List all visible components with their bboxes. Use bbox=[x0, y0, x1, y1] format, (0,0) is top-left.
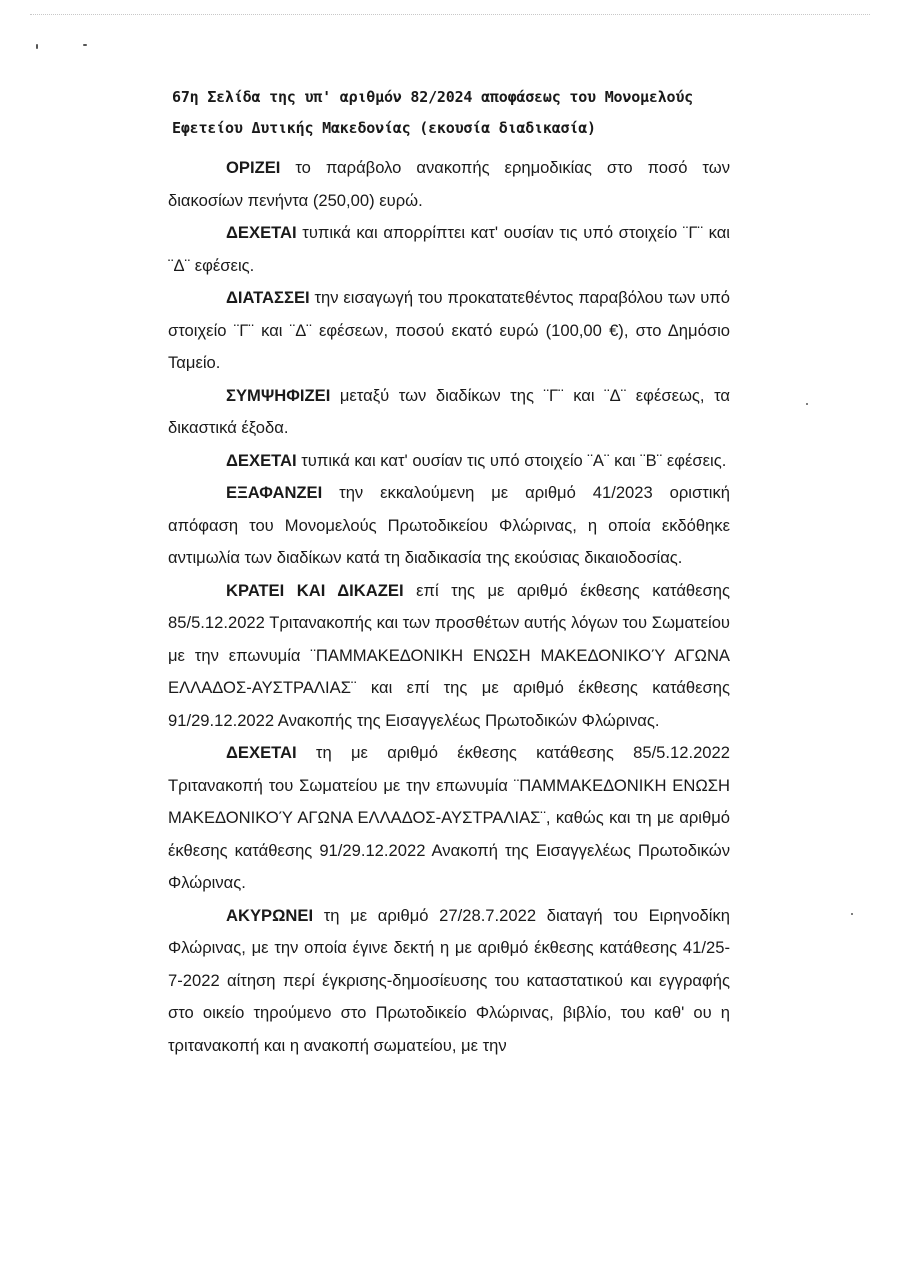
paragraph-keyword: ΚΡΑΤΕΙ ΚΑΙ ΔΙΚΑΖΕΙ bbox=[226, 580, 404, 600]
paragraph-text: επί της με αριθμό έκθεσης κατάθεσης 85/5.12.2022 Τριτανακοπής και των προσθέτων αυτής λόγων του Σωματείου με την επωνυμία ¨ΠΑΜΜΑΚΕΔΟΝΙΚΗ ΕΝΩΣΗ ΜΑΚΕΔΟΝΙΚΟΎ ΑΓΩΝΑ ΕΛΛΑΔΟΣ-ΑΥΣΤΡΑΛΙΑΣ¨ και επί της με αριθμό έκθεσης κατάθεσης 91/29.12.2022 Ανακοπής της Εισαγγελέως Πρωτοδικών Φλώρινας. bbox=[168, 580, 731, 730]
header-line-1: 67η Σελίδα της υπ' αριθμόν 82/2024 αποφάσεως του Μονομελούς bbox=[172, 88, 694, 106]
scan-speck bbox=[36, 44, 38, 49]
paragraph-diatassei bbox=[168, 282, 730, 380]
paragraph-text: τυπικά και κατ' ουσίαν τις υπό στοιχείο ¨Α¨ και ¨Β¨ εφέσεις. bbox=[296, 450, 727, 470]
paragraph-orizei bbox=[168, 152, 730, 217]
paragraph-text: την εισαγωγή του προκατατεθέντος παραβόλου των υπό στοιχείο ¨Γ¨ και ¨Δ¨ εφέσεων, ποσού εκατό ευρώ (100,00 €), στο Δημόσιο Ταμείο. bbox=[168, 288, 730, 372]
paragraph-keyword: ΔΕΧΕΤΑΙ bbox=[226, 450, 297, 470]
paragraph-kratei-kai-dikazei bbox=[168, 575, 730, 738]
paragraph-akyronei bbox=[168, 900, 730, 1063]
header-line-2: Εφετείου Δυτικής Μακεδονίας (εκουσία διαδικασία) bbox=[172, 119, 596, 137]
paragraph-text: τη με αριθμό 27/28.7.2022 διαταγή του Ειρηνοδίκη Φλώρινας, με την οποία έγινε δεκτή η με αριθμό έκθεσης κατάθεσης 41/25-7-2022 αίτηση περί έγκρισης-δημοσίευσης του καταστατικού και εγγραφής στο οικείο τηρούμενο στο Πρωτοδικείο Φλώρινας, βιβλίο, του καθ' ου η τριτανακοπή και η ανακοπή σωματείου, με την bbox=[168, 905, 730, 1055]
paragraph-keyword: ΑΚΥΡΩΝΕΙ bbox=[226, 905, 314, 925]
paragraph-dechetai-1 bbox=[168, 217, 730, 282]
paragraph-keyword: ΔΕΧΕΤΑΙ bbox=[226, 743, 297, 762]
paragraph-dechetai-2 bbox=[168, 445, 730, 478]
scan-speck bbox=[806, 403, 808, 405]
paragraph-keyword: ΣΥΜΨΗΦΙΖΕΙ bbox=[226, 385, 331, 405]
decision-body bbox=[168, 152, 730, 1062]
paragraph-text: την εκκαλούμενη με αριθμό 41/2023 οριστική απόφαση του Μονομελούς Πρωτοδικείου Φλώρινας, η οποία εκδόθηκε αντιμωλία των διαδίκων κατά τη διαδικασία της εκούσιας δικαιοδοσίας. bbox=[168, 483, 730, 567]
paragraph-keyword: ΟΡΙΖΕΙ bbox=[226, 158, 281, 177]
paragraph-exafanizei bbox=[168, 477, 730, 575]
paragraph-keyword: ΔΕΧΕΤΑΙ bbox=[226, 223, 297, 242]
paragraph-text: τη με αριθμό έκθεσης κατάθεσης 85/5.12.2022 Τριτανακοπή του Σωματείου με την επωνυμία ¨ΠΑΜΜΑΚΕΔΟΝΙΚΗ ΕΝΩΣΗ ΜΑΚΕΔΟΝΙΚΟΎ ΑΓΩΝΑ ΕΛΛΑΔΟΣ-ΑΥΣΤΡΑΛΙΑΣ¨, καθώς και τη με αριθμό έκθεσης κατάθεσης 91/29.12.2022 Ανακοπή της Εισαγγελέως Πρωτοδικών Φλώρινας. bbox=[168, 743, 730, 892]
page-header bbox=[172, 82, 742, 144]
paragraph-text: τυπικά και απορρίπτει κατ' ουσίαν τις υπό στοιχείο ¨Γ¨ και ¨Δ¨ εφέσεις. bbox=[168, 223, 730, 275]
scan-speck bbox=[83, 44, 87, 46]
paragraph-symplifizei bbox=[168, 380, 730, 445]
paragraph-text: το παράβολο ανακοπής ερημοδικίας στο ποσό των διακοσίων πενήντα (250,00) ευρώ. bbox=[168, 158, 730, 210]
paragraph-keyword: ΔΙΑΤΑΣΣΕΙ bbox=[226, 288, 310, 307]
paragraph-text: μεταξύ των διαδίκων της ¨Γ¨ και ¨Δ¨ εφέσεως, τα δικαστικά έξοδα. bbox=[168, 385, 730, 437]
scan-speck bbox=[851, 913, 853, 915]
paragraph-dechetai-3 bbox=[168, 737, 730, 900]
paragraph-keyword: ΕΞΑΦΑΝΖΕΙ bbox=[226, 483, 323, 502]
scan-edge-line bbox=[30, 14, 870, 15]
